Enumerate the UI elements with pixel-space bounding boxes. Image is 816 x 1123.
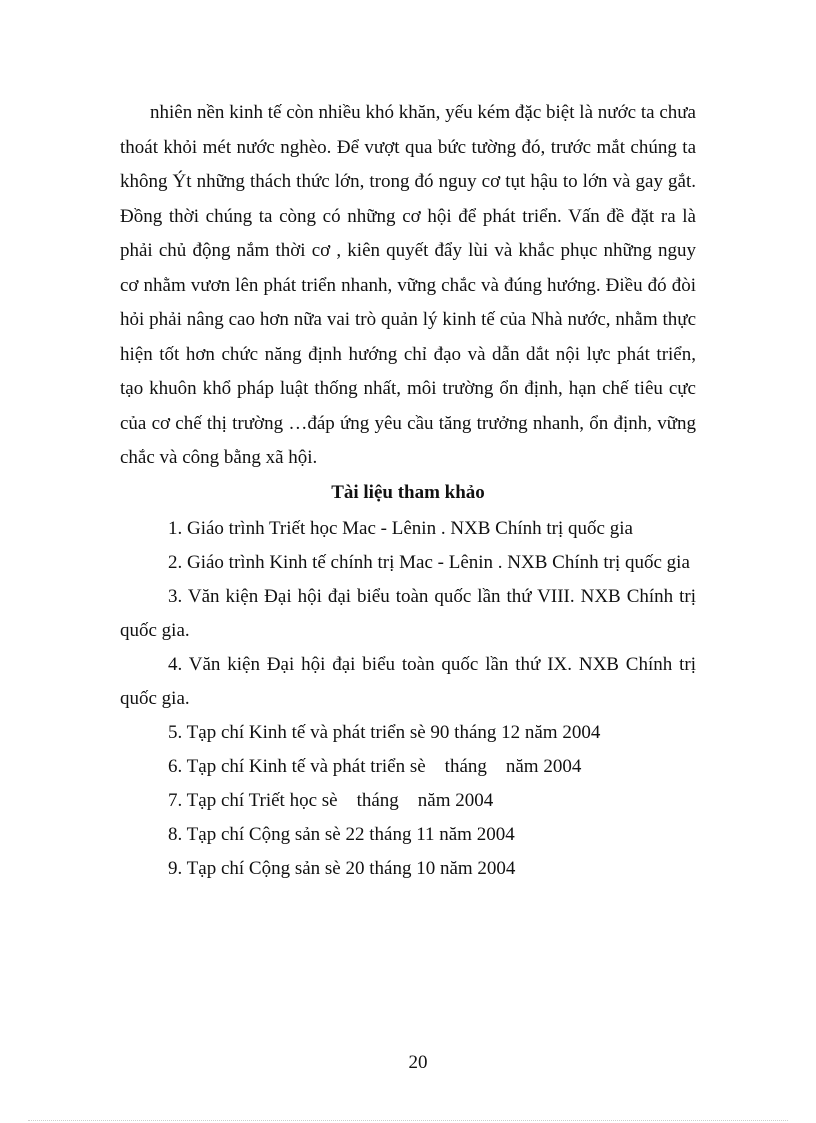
reference-item: 2. Giáo trình Kinh tế chính trị Mac - Lênin . NXB Chính trị quốc gia [168, 552, 690, 573]
reference-item: 5. Tạp chí Kinh tế và phát triển sè 90 tháng 12 năm 2004 [168, 722, 601, 743]
body-paragraph: nhiên nền kinh tế còn nhiều khó khăn, yếu kém đặc biệt là nước ta chưa thoát khỏi mét nước nghèo. Để vượt qua bức tường đó, trước mắt chúng ta không Ýt những thách thức lớn, trong đó nguy cơ tụt hậu to lớn và gay gắt. Đồng thời chúng ta còng có những cơ hội để phát triển. Vấn đề đặt ra là phải chủ động nắm thời cơ , kiên quyết đẩy lùi và khắc phục những nguy cơ nhằm vươn lên phát triển nhanh, vững chắc và đúng hướng. Điều đó đòi hỏi phải nâng cao hơn nữa vai trò quản lý kinh tế của Nhà nước, nhằm thực hiện tốt hơn chức năng định hướng chỉ đạo và dẫn dắt nội lực phát triển, tạo khuôn khổ pháp luật thống nhất, môi trường ổn định, hạn chế tiêu cực của cơ chế thị trường …đáp ứng yêu cầu tăng trưởng nhanh, ổn định, vững chắc và công bằng xã hội. [120, 102, 696, 468]
reference-item: 4. Văn kiện Đại hội đại biểu toàn quốc lần thứ IX. NXB Chính trị quốc gia. [120, 654, 696, 709]
references-title: Tài liệu tham khảo [331, 482, 485, 503]
reference-item: 6. Tạp chí Kinh tế và phát triển sè tháng năm 2004 [168, 756, 582, 777]
page-bottom-divider [28, 1120, 788, 1121]
reference-item: 1. Giáo trình Triết học Mac - Lênin . NXB Chính trị quốc gia [168, 518, 633, 539]
references-list [120, 512, 696, 886]
reference-item: 8. Tạp chí Cộng sản sè 22 tháng 11 năm 2004 [168, 824, 515, 845]
reference-item: 3. Văn kiện Đại hội đại biểu toàn quốc lần thứ VIII. NXB Chính trị quốc gia. [120, 586, 696, 641]
reference-item: 7. Tạp chí Triết học sè tháng năm 2004 [168, 790, 494, 811]
reference-item: 9. Tạp chí Cộng sản sè 20 tháng 10 năm 2004 [168, 858, 516, 879]
page-number: 20 [408, 1052, 428, 1073]
